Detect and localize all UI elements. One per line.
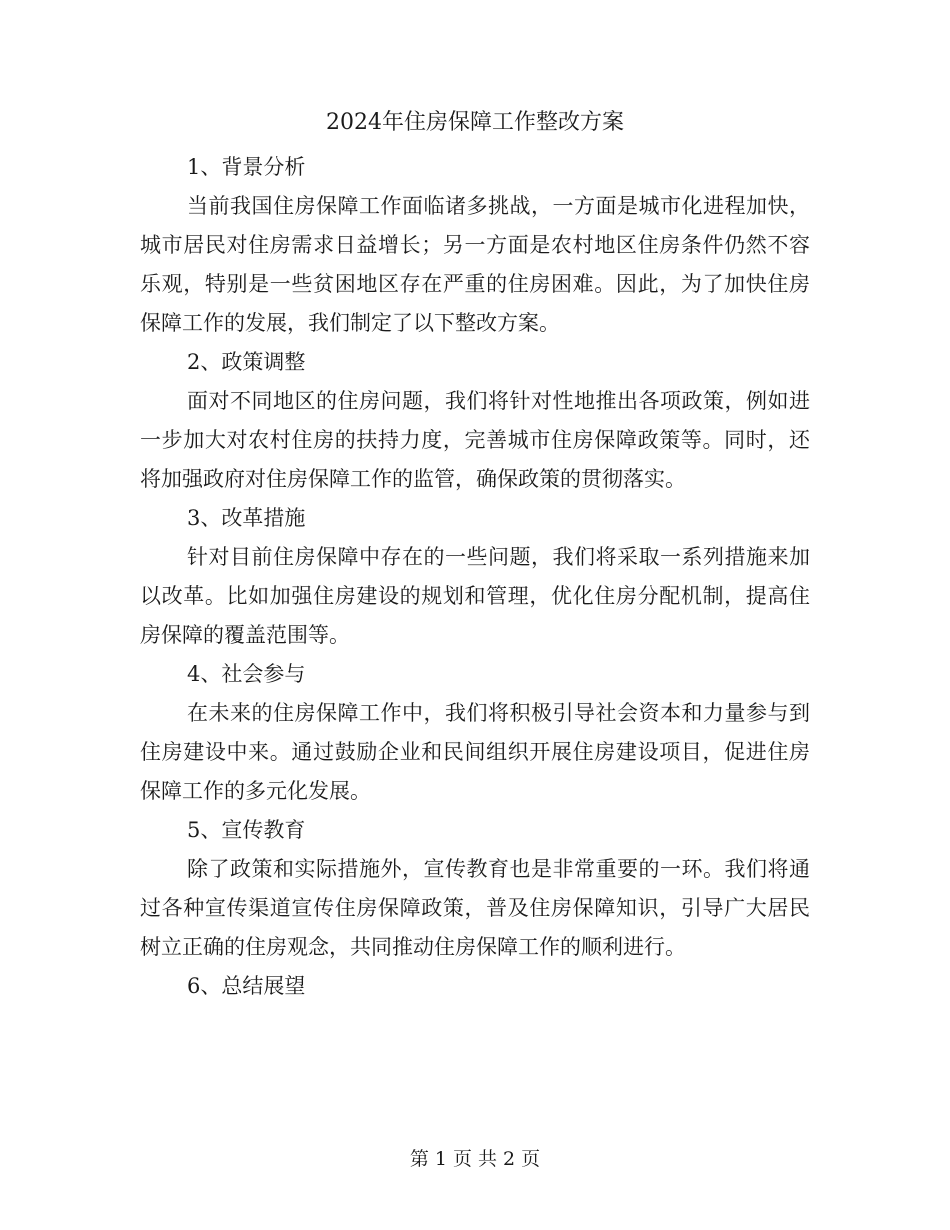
section-heading-education: 5、宣传教育 [187,818,306,842]
document-body [140,148,810,1006]
section-heading-reform: 3、改革措施 [187,506,306,530]
section-heading-policy: 2、政策调整 [187,350,306,374]
section-paragraph-education: 除了政策和实际措施外，宣传教育也是非常重要的一环。我们将通过各种宣传渠道宣传住房保障政策，普及住房保障知识，引导广大居民树立正确的住房观念，共同推动住房保障工作的顺利进行。 [140,857,810,959]
section-heading-summary: 6、总结展望 [187,974,306,998]
page-number-footer: 第 1 页 共 2 页 [409,1148,541,1170]
section-paragraph-background: 当前我国住房保障工作面临诸多挑战，一方面是城市化进程加快，城市居民对住房需求日益增长；另一方面是农村地区住房条件仍然不容乐观，特别是一些贫困地区存在严重的住房困难。因此，为了加快住房保障工作的发展，我们制定了以下整改方案。 [140,194,810,335]
section-heading-background: 1、背景分析 [187,155,306,179]
section-heading-social: 4、社会参与 [187,662,306,686]
document-title: 2024年住房保障工作整改方案 [326,110,624,135]
section-paragraph-social: 在未来的住房保障工作中，我们将积极引导社会资本和力量参与到住房建设中来。通过鼓励企业和民间组织开展住房建设项目，促进住房保障工作的多元化发展。 [140,701,810,803]
section-paragraph-policy: 面对不同地区的住房问题，我们将针对性地推出各项政策，例如进一步加大对农村住房的扶持力度，完善城市住房保障政策等。同时，还将加强政府对住房保障工作的监管，确保政策的贯彻落实。 [140,389,810,491]
section-paragraph-reform: 针对目前住房保障中存在的一些问题，我们将采取一系列措施来加以改革。比如加强住房建设的规划和管理，优化住房分配机制，提高住房保障的覆盖范围等。 [140,545,810,647]
